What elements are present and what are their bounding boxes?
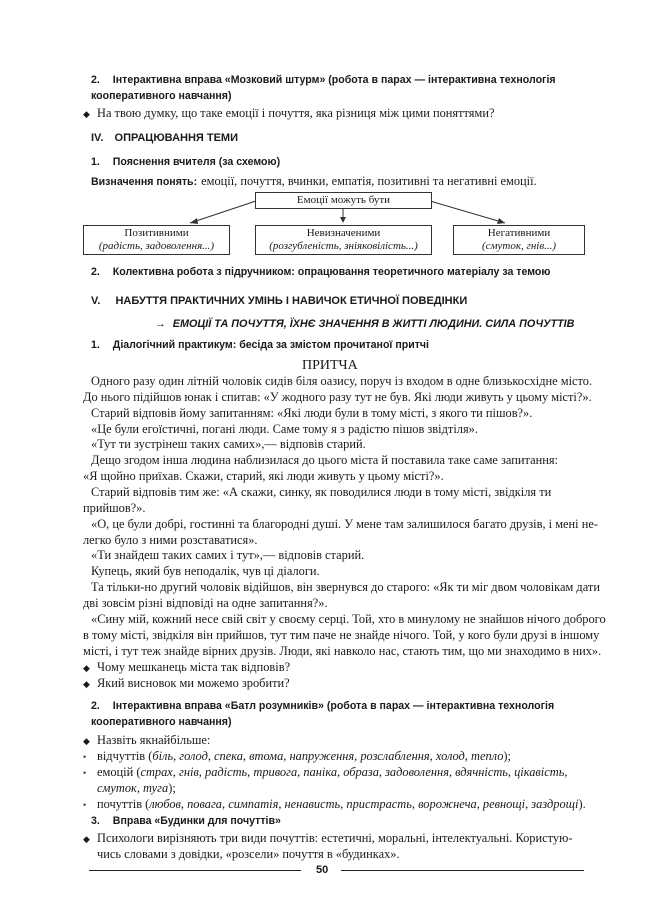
section-2-title-line1: Інтерактивна вправа «Мозковий штурм» (робота в парах — інтерактивна технологія <box>112 74 556 86</box>
emotions-list-line2: смуток, туга <box>97 781 169 795</box>
section-2-question-text: На твою думку, що таке емоції і почуття, яка різниця між цими поняттями? <box>97 106 495 120</box>
parable-line: «О, це були добрі, гостинні та благородні душі. У мене там залишилося багато друзів, і мені не- <box>91 517 598 531</box>
diagram-node-positive <box>83 225 230 255</box>
parable-line: «Ти знайдеш таких самих і тут»,— відповів старий. <box>91 548 365 562</box>
battle-intro-text: Назвіть якнайбільше: <box>97 733 211 747</box>
battle-emotions-line2 <box>97 781 176 796</box>
parable-line: Одного разу один літній чоловік сидів біля оазису, поруч із входом в одне близькосхідне місто. <box>91 374 593 388</box>
diagram-node-uncertain <box>255 225 432 255</box>
bullet-icon: • <box>83 800 87 810</box>
emotions-label: емоцій ( <box>97 765 141 779</box>
houses-task-text-line1: Психологи вирізняють три види почуттів: естетичні, моральні, інтелектуальні. Користую- <box>97 831 573 845</box>
definition-label: Визначення понять: <box>91 176 198 188</box>
part-5-item-3-heading <box>91 815 281 827</box>
diagram-node-negative-title: Негативними <box>487 227 551 239</box>
part-4-item-2-title: Колективна робота з підручником: опрацювання теоретичного матеріалу за темою <box>112 266 551 278</box>
diagram-root: Емоції можуть бути <box>255 192 432 209</box>
diagram-node-positive-example: (радість, задоволення...) <box>98 240 215 252</box>
feelings-list: любов, повага, симпатія, ненависть, пристрасть, ворожнеча, ревнощі, заздрощі <box>149 797 579 811</box>
battle-feelings <box>83 797 586 812</box>
bullet-icon: ◆ <box>83 663 90 673</box>
sensations-label: відчуттів ( <box>97 749 153 763</box>
bullet-icon: ◆ <box>83 679 90 689</box>
parable-question <box>83 676 290 691</box>
diagram-node-uncertain-title: Невизначеними <box>306 227 381 239</box>
part-5-item-1-title: Діалогічний практикум: бесіда за змістом прочитаної притчі <box>112 339 429 351</box>
parable-heading: ПРИТЧА <box>302 358 358 373</box>
parable-line: місті, і тут теж знайде вірних друзів. Люди, які навколо нас, стають тим, що ми знаходимо в них». <box>83 644 602 658</box>
parable-line: «Сину мій, кожний несе свій світ у своєму серці. Той, хто в минулому не знайшов нічого доброго <box>91 612 606 626</box>
part-5-item-1-number: 1. <box>91 339 100 351</box>
part-5-item-3-title: Вправа «Будинки для почуттів» <box>112 815 281 827</box>
parable-line: «Я щойно приїхав. Скажи, старий, які люди живуть у цьому місті?». <box>83 469 444 483</box>
part-5-number: V. <box>91 295 101 307</box>
parable-line: дві зовсім різні відповіді на одне запитання?». <box>83 596 328 610</box>
battle-emotions <box>83 765 567 780</box>
section-2-title-line2: кооперативного навчання) <box>91 90 232 102</box>
part-4-item-2-heading <box>91 266 550 278</box>
feelings-end: ). <box>578 797 586 811</box>
page-number: 50 <box>316 864 329 876</box>
part-4-item-1-title: Пояснення вчителя (за схемою) <box>112 156 281 168</box>
houses-task-text-line2: чись словами з довідки, «розсели» почуття в «будинках». <box>97 847 400 861</box>
parable-question-text: Який висновок ми можемо зробити? <box>97 676 290 690</box>
part-4-item-2-number: 2. <box>91 266 100 278</box>
parable-question-text: Чому мешканець міста так відповів? <box>97 660 291 674</box>
bullet-icon: ◆ <box>83 834 90 844</box>
part-5-heading <box>91 295 467 307</box>
bullet-icon: • <box>83 752 87 762</box>
part-5-title: НАБУТТЯ ПРАКТИЧНИХ УМІНЬ І НАВИЧОК ЕТИЧНОЇ ПОВЕДІНКИ <box>115 295 468 307</box>
section-2-number: 2. <box>91 74 100 86</box>
parable-line: «Це були егоїстичні, погані люди. Саме тому я з радістю пішов звідтіля». <box>91 422 478 436</box>
part-4-number: IV. <box>91 132 104 144</box>
sensations-end: ); <box>503 749 511 763</box>
bullet-icon: ◆ <box>83 109 90 119</box>
parable-line: Та тільки-но другий чоловік відійшов, він звернувся до старого: «Як ти міг двом чоловікам дати <box>91 580 600 594</box>
emotions-list-line1: страх, гнів, радість, тривога, паніка, образа, задоволення, вдячність, цікавість, <box>140 765 568 779</box>
footer-rule-left <box>89 870 301 871</box>
part-5-item-2-heading <box>91 700 554 712</box>
part-5-subtitle <box>155 318 574 330</box>
feelings-label: почуттів ( <box>97 797 150 811</box>
parable-question <box>83 660 290 675</box>
definition-text: емоції, почуття, вчинки, емпатія, позитивні та негативні емоції. <box>201 174 537 188</box>
emotions-end: ); <box>168 781 176 795</box>
arrow-right-icon: → <box>155 318 166 330</box>
battle-sensations <box>83 749 511 764</box>
part-4-item-1-number: 1. <box>91 156 100 168</box>
parable-line: Купець, який був неподалік, чув ці діалоги. <box>91 564 320 578</box>
bullet-icon: ◆ <box>83 736 90 746</box>
parable-line: До нього підійшов юнак і спитав: «У жодного разу тут не був. Які люди живуть у цьому місті?». <box>83 390 592 404</box>
parable-line: Старий відповів йому запитанням: «Які люди були в тому місті, з якого ти пішов?». <box>91 406 533 420</box>
part-5-item-1-heading <box>91 339 429 351</box>
part-5-item-2-title-line1: Інтерактивна вправа «Батл розумників» (робота в парах — інтерактивна технологія <box>112 700 555 712</box>
battle-intro <box>83 733 210 748</box>
parable-line: Дещо згодом інша людина наблизилася до цього міста й поставила таке саме запитання: <box>91 453 558 467</box>
parable-line: «Тут ти зустрінеш таких самих»,— відповів старий. <box>91 437 366 451</box>
parable-line: в тому місті, звідкіля він прийшов, тут тим паче не знайде нічого. Той, у кого були друзі в іншому <box>83 628 600 642</box>
part-5-item-2-number: 2. <box>91 700 100 712</box>
bullet-icon: • <box>83 768 87 778</box>
diagram-node-uncertain-example: (розгубленість, зніяковілість...) <box>269 240 418 252</box>
part-4-title: ОПРАЦЮВАННЯ ТЕМИ <box>114 132 238 144</box>
part-5-item-2-title-line2: кооперативного навчання) <box>91 716 232 728</box>
footer-rule-right <box>341 870 584 871</box>
parable-line: Старий відповів тим же: «А скажи, синку, як поводилися люди в тому місті, звідкіля ти <box>91 485 552 499</box>
houses-task <box>83 831 572 846</box>
diagram-node-negative <box>453 225 585 255</box>
sensations-list: біль, голод, спека, втома, напруження, розслаблення, холод, тепло <box>152 749 504 763</box>
parable-line: легко було з ними розставатися». <box>83 533 258 547</box>
part-5-subtitle-text: ЕМОЦІЇ ТА ПОЧУТТЯ, ЇХНЄ ЗНАЧЕННЯ В ЖИТТІ ЛЮДИНИ. СИЛА ПОЧУТТІВ <box>172 318 575 330</box>
part-5-item-3-number: 3. <box>91 815 100 827</box>
diagram-node-negative-example: (смуток, гнів...) <box>481 240 557 252</box>
parable-line: прийшов?». <box>83 501 146 515</box>
diagram-node-positive-title: Позитивними <box>124 227 189 239</box>
